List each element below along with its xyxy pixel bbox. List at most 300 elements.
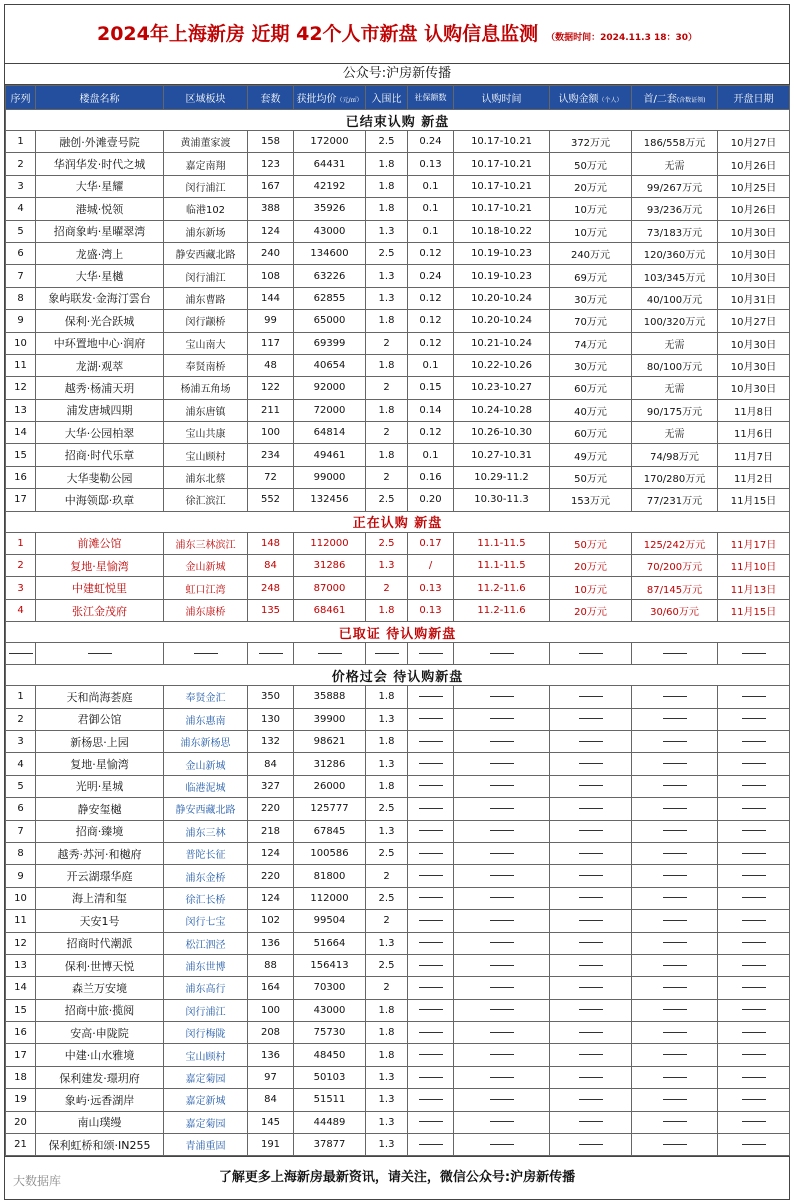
dash-line <box>419 1032 443 1033</box>
empty-cell <box>454 932 550 954</box>
dash-line <box>579 1077 603 1078</box>
table-row <box>6 842 790 864</box>
dash-line <box>419 987 443 988</box>
cell-idx: 20 <box>6 1111 36 1133</box>
cell-amount: 50万元 <box>550 153 632 175</box>
cell-idx: 14 <box>6 422 36 444</box>
dash-line <box>663 741 687 742</box>
cell-idx: 11 <box>6 910 36 932</box>
cell-units: 102 <box>248 910 294 932</box>
cell-open: 10月30日 <box>718 377 790 399</box>
cell-social: 0.20 <box>408 489 454 511</box>
empty-cell <box>550 1066 632 1088</box>
dash-line <box>490 897 514 898</box>
dash-line <box>490 653 514 654</box>
cell-price: 31286 <box>294 753 366 775</box>
dash-line <box>419 1121 443 1122</box>
empty-cell <box>718 643 790 665</box>
table-row <box>6 287 790 309</box>
cell-idx: 17 <box>6 489 36 511</box>
cell-name: 华润华发·时代之城 <box>36 153 164 175</box>
cell-social: 0.12 <box>408 332 454 354</box>
dash-line <box>579 897 603 898</box>
dash-line <box>742 1144 766 1145</box>
empty-cell <box>718 954 790 976</box>
dash-line <box>742 696 766 697</box>
cell-price: 63226 <box>294 265 366 287</box>
cell-units: 100 <box>248 999 294 1021</box>
cell-period: 10.17-10.21 <box>454 131 550 153</box>
cell-price: 100586 <box>294 842 366 864</box>
cell-area: 闵行七宝 <box>164 910 248 932</box>
empty-cell <box>454 910 550 932</box>
cell-name: 港城·悦领 <box>36 198 164 220</box>
col-units: 套数 <box>248 86 294 110</box>
section-header <box>6 511 790 532</box>
cell-ratio: 1.8 <box>366 999 408 1021</box>
dash-line <box>663 897 687 898</box>
dash-line <box>663 785 687 786</box>
cell-period: 10.20-10.24 <box>454 287 550 309</box>
dash-line <box>419 741 443 742</box>
dash-line <box>419 808 443 809</box>
empty-cell <box>454 686 550 708</box>
cell-ratio: 1.8 <box>366 399 408 421</box>
cell-price: 99000 <box>294 466 366 488</box>
dash-line <box>579 741 603 742</box>
empty-cell <box>632 1066 718 1088</box>
empty-cell <box>718 1111 790 1133</box>
section-title: 已结束认购 新盘 <box>6 110 790 131</box>
cell-name: 象屿·远香湖岸 <box>36 1089 164 1111</box>
cell-amount: 30万元 <box>550 354 632 376</box>
dash-line <box>742 830 766 831</box>
dash-line <box>663 808 687 809</box>
empty-cell <box>454 842 550 864</box>
table-header <box>6 86 790 110</box>
dash-line <box>663 875 687 876</box>
dash-line <box>490 1099 514 1100</box>
dash-line <box>419 785 443 786</box>
col-price-label: 获批均价 <box>296 94 337 105</box>
cell-units: 122 <box>248 377 294 399</box>
empty-cell <box>632 730 718 752</box>
empty-cell <box>632 1044 718 1066</box>
cell-units: 158 <box>248 131 294 153</box>
table-row <box>6 242 790 264</box>
empty-cell <box>550 842 632 864</box>
dash-line <box>419 920 443 921</box>
cell-price: 64814 <box>294 422 366 444</box>
dash-line <box>579 987 603 988</box>
dash-line <box>419 875 443 876</box>
cell-amount: 50万元 <box>550 532 632 554</box>
dash-line <box>663 965 687 966</box>
empty-cell <box>164 643 248 665</box>
dash-line <box>579 1054 603 1055</box>
cell-idx: 2 <box>6 555 36 577</box>
cell-price: 49461 <box>294 444 366 466</box>
dash-line <box>663 1032 687 1033</box>
empty-cell <box>550 1134 632 1156</box>
dash-line <box>742 1077 766 1078</box>
empty-cell <box>550 820 632 842</box>
cell-price: 99504 <box>294 910 366 932</box>
cell-ratio: 1.8 <box>366 354 408 376</box>
cell-down: 73/183万元 <box>632 220 718 242</box>
cell-name: 龙盛·湾上 <box>36 242 164 264</box>
empty-cell <box>454 1044 550 1066</box>
col-name: 楼盘名称 <box>36 86 164 110</box>
empty-cell <box>718 910 790 932</box>
cell-ratio: 1.3 <box>366 220 408 242</box>
empty-cell <box>550 753 632 775</box>
page-title <box>5 5 789 64</box>
cell-name: 光明·星城 <box>36 775 164 797</box>
dash-line <box>318 653 342 654</box>
dash-line <box>490 696 514 697</box>
dash-line <box>579 1032 603 1033</box>
cell-social: 0.1 <box>408 198 454 220</box>
cell-idx: 5 <box>6 220 36 242</box>
cell-units: 208 <box>248 1022 294 1044</box>
cell-amount: 372万元 <box>550 131 632 153</box>
empty-cell <box>6 643 36 665</box>
cell-name: 海上清和玺 <box>36 887 164 909</box>
table-row <box>6 332 790 354</box>
dash-line <box>742 718 766 719</box>
col-social-label: 社保额数 <box>414 93 447 102</box>
empty-cell <box>454 977 550 999</box>
cell-area: 浦东曹路 <box>164 287 248 309</box>
cell-ratio: 1.8 <box>366 1044 408 1066</box>
dash-line <box>663 763 687 764</box>
cell-price: 35926 <box>294 198 366 220</box>
cell-social: 0.1 <box>408 444 454 466</box>
cell-social: 0.1 <box>408 220 454 242</box>
cell-name: 象屿联发·金海汀雲台 <box>36 287 164 309</box>
cell-units: 552 <box>248 489 294 511</box>
dash-line <box>663 1054 687 1055</box>
dash-line <box>419 942 443 943</box>
empty-cell <box>454 999 550 1021</box>
cell-social: / <box>408 555 454 577</box>
cell-area: 临港泥城 <box>164 775 248 797</box>
cell-amount: 240万元 <box>550 242 632 264</box>
cell-ratio: 2.5 <box>366 131 408 153</box>
table-row <box>6 1066 790 1088</box>
section-title: 正在认购 新盘 <box>6 511 790 532</box>
cell-units: 167 <box>248 175 294 197</box>
cell-area: 嘉定菊园 <box>164 1066 248 1088</box>
cell-period: 10.17-10.21 <box>454 175 550 197</box>
cell-area: 浦东高行 <box>164 977 248 999</box>
empty-cell <box>718 865 790 887</box>
dash-line <box>490 808 514 809</box>
cell-name: 招商中旅·揽阅 <box>36 999 164 1021</box>
empty-cell <box>408 1022 454 1044</box>
cell-period: 10.26-10.30 <box>454 422 550 444</box>
cell-open: 11月7日 <box>718 444 790 466</box>
cell-period: 10.29-11.2 <box>454 466 550 488</box>
cell-ratio: 2 <box>366 577 408 599</box>
dash-line <box>490 942 514 943</box>
cell-ratio: 2.5 <box>366 954 408 976</box>
cell-social: 0.1 <box>408 175 454 197</box>
dash-line <box>579 920 603 921</box>
cell-area: 嘉定新城 <box>164 1089 248 1111</box>
table-row <box>6 932 790 954</box>
cell-period: 10.24-10.28 <box>454 399 550 421</box>
cell-ratio: 1.3 <box>366 708 408 730</box>
cell-ratio: 2.5 <box>366 798 408 820</box>
cell-price: 112000 <box>294 887 366 909</box>
dash-line <box>742 1009 766 1010</box>
cell-area: 临港102 <box>164 198 248 220</box>
table-row <box>6 265 790 287</box>
cell-name: 新杨思·上园 <box>36 730 164 752</box>
dash-line <box>419 965 443 966</box>
cell-ratio: 1.8 <box>366 686 408 708</box>
empty-cell <box>632 842 718 864</box>
cell-idx: 15 <box>6 999 36 1021</box>
cell-area: 宝山南大 <box>164 332 248 354</box>
cell-amount: 60万元 <box>550 377 632 399</box>
dash-line <box>579 785 603 786</box>
cell-down: 74/98万元 <box>632 444 718 466</box>
empty-cell <box>454 753 550 775</box>
cell-period: 10.20-10.24 <box>454 310 550 332</box>
cell-period: 10.22-10.26 <box>454 354 550 376</box>
table-body <box>6 110 790 1156</box>
cell-down: 90/175万元 <box>632 399 718 421</box>
cell-amount: 40万元 <box>550 399 632 421</box>
cell-open: 11月2日 <box>718 466 790 488</box>
cell-open: 11月17日 <box>718 532 790 554</box>
empty-cell <box>632 820 718 842</box>
table-row <box>6 577 790 599</box>
cell-price: 65000 <box>294 310 366 332</box>
cell-name: 中建虹悦里 <box>36 577 164 599</box>
cell-price: 51511 <box>294 1089 366 1111</box>
cell-area: 黄浦董家渡 <box>164 131 248 153</box>
cell-area: 虹口江湾 <box>164 577 248 599</box>
cell-units: 240 <box>248 242 294 264</box>
col-period: 认购时间 <box>454 86 550 110</box>
cell-name: 招商·时代乐章 <box>36 444 164 466</box>
cell-period: 10.19-10.23 <box>454 242 550 264</box>
cell-ratio: 1.3 <box>366 555 408 577</box>
empty-cell <box>632 1111 718 1133</box>
empty-cell <box>718 932 790 954</box>
cell-ratio: 2 <box>366 865 408 887</box>
cell-units: 191 <box>248 1134 294 1156</box>
empty-cell <box>632 910 718 932</box>
empty-cell <box>718 977 790 999</box>
empty-cell <box>408 1089 454 1111</box>
dash-line <box>419 1054 443 1055</box>
cell-price: 68461 <box>294 599 366 621</box>
dash-line <box>490 1054 514 1055</box>
cell-social: 0.12 <box>408 422 454 444</box>
section-title: 已取证 待认购新盘 <box>6 622 790 643</box>
cell-name: 中环置地中心·润府 <box>36 332 164 354</box>
cell-idx: 15 <box>6 444 36 466</box>
empty-cell <box>408 643 454 665</box>
empty-cell <box>408 753 454 775</box>
cell-units: 211 <box>248 399 294 421</box>
cell-units: 218 <box>248 820 294 842</box>
cell-idx: 5 <box>6 775 36 797</box>
cell-period: 10.21-10.24 <box>454 332 550 354</box>
empty-cell <box>454 775 550 797</box>
dash-line <box>579 718 603 719</box>
empty-cell <box>454 820 550 842</box>
cell-area: 闵行浦江 <box>164 265 248 287</box>
table-row <box>6 198 790 220</box>
cell-name: 大华斐勒公园 <box>36 466 164 488</box>
cell-amount: 10万元 <box>550 198 632 220</box>
cell-units: 136 <box>248 1044 294 1066</box>
dash-line <box>579 763 603 764</box>
section-header <box>6 110 790 131</box>
cell-social: 0.24 <box>408 131 454 153</box>
empty-cell <box>632 954 718 976</box>
cell-amount: 20万元 <box>550 555 632 577</box>
cell-ratio: 1.3 <box>366 753 408 775</box>
col-down-unit: (含数证领) <box>676 97 706 104</box>
cell-name: 招商象屿·星曜翠湾 <box>36 220 164 242</box>
cell-area: 闵行颛桥 <box>164 310 248 332</box>
cell-price: 70300 <box>294 977 366 999</box>
cell-units: 108 <box>248 265 294 287</box>
cell-ratio: 2.5 <box>366 887 408 909</box>
cell-open: 10月30日 <box>718 265 790 287</box>
cell-area: 奉贤南桥 <box>164 354 248 376</box>
cell-ratio: 2 <box>366 910 408 932</box>
dash-line <box>742 853 766 854</box>
cell-price: 31286 <box>294 555 366 577</box>
title-text: 2024年上海新房 近期 42个人市新盘 认购信息监测 <box>96 23 539 45</box>
dash-line <box>742 942 766 943</box>
cell-price: 72000 <box>294 399 366 421</box>
dash-line <box>663 1121 687 1122</box>
section-title: 价格过会 待认购新盘 <box>6 665 790 686</box>
cell-down: 125/242万元 <box>632 532 718 554</box>
cell-ratio: 2.5 <box>366 842 408 864</box>
cell-ratio: 2 <box>366 422 408 444</box>
cell-open: 10月27日 <box>718 310 790 332</box>
cell-period: 11.1-11.5 <box>454 555 550 577</box>
empty-cell <box>366 643 408 665</box>
empty-cell <box>718 820 790 842</box>
cell-idx: 3 <box>6 577 36 599</box>
col-amount <box>550 86 632 110</box>
empty-cell <box>632 686 718 708</box>
cell-units: 100 <box>248 422 294 444</box>
cell-units: 84 <box>248 1089 294 1111</box>
cell-period: 11.2-11.6 <box>454 599 550 621</box>
dash-line <box>579 830 603 831</box>
cell-name: 天安1号 <box>36 910 164 932</box>
cell-ratio: 2.5 <box>366 489 408 511</box>
cell-name: 静安玺樾 <box>36 798 164 820</box>
dash-line <box>579 875 603 876</box>
cell-idx: 7 <box>6 820 36 842</box>
dash-line <box>579 942 603 943</box>
cell-down: 80/100万元 <box>632 354 718 376</box>
cell-ratio: 2.5 <box>366 242 408 264</box>
dash-line <box>419 853 443 854</box>
cell-ratio: 1.8 <box>366 175 408 197</box>
cell-name: 招商时代潮派 <box>36 932 164 954</box>
cell-price: 125777 <box>294 798 366 820</box>
dash-line <box>579 965 603 966</box>
empty-cell <box>408 686 454 708</box>
dash-line <box>742 653 766 654</box>
cell-name: 龙湖·观萃 <box>36 354 164 376</box>
cell-open: 10月26日 <box>718 198 790 220</box>
cell-units: 117 <box>248 332 294 354</box>
cell-units: 97 <box>248 1066 294 1088</box>
cell-area: 浦东三林滨江 <box>164 532 248 554</box>
cell-price: 40654 <box>294 354 366 376</box>
empty-cell <box>408 1066 454 1088</box>
cell-area: 浦东唐镇 <box>164 399 248 421</box>
cell-name: 中建·山水雅境 <box>36 1044 164 1066</box>
cell-area: 徐汇滨江 <box>164 489 248 511</box>
empty-cell <box>632 932 718 954</box>
cell-ratio: 1.3 <box>366 287 408 309</box>
cell-amount: 20万元 <box>550 175 632 197</box>
table-row <box>6 999 790 1021</box>
cell-idx: 2 <box>6 153 36 175</box>
empty-cell <box>408 798 454 820</box>
dash-line <box>419 830 443 831</box>
dash-line <box>663 1144 687 1145</box>
cell-social: 0.17 <box>408 532 454 554</box>
empty-cell <box>408 1134 454 1156</box>
empty-cell <box>718 730 790 752</box>
cell-price: 69399 <box>294 332 366 354</box>
dash-line <box>9 653 33 654</box>
cell-units: 164 <box>248 977 294 999</box>
dash-line <box>259 653 283 654</box>
cell-area: 普陀长征 <box>164 842 248 864</box>
dash-line <box>663 696 687 697</box>
cell-price: 64431 <box>294 153 366 175</box>
empty-cell <box>550 887 632 909</box>
cell-area: 闵行梅陇 <box>164 1022 248 1044</box>
dash-line <box>742 763 766 764</box>
dash-line <box>375 653 399 654</box>
col-down <box>632 86 718 110</box>
empty-cell <box>550 1044 632 1066</box>
cell-period: 11.1-11.5 <box>454 532 550 554</box>
table-row <box>6 1044 790 1066</box>
cell-ratio: 2 <box>366 466 408 488</box>
empty-cell <box>718 798 790 820</box>
empty-cell <box>454 798 550 820</box>
empty-cell <box>408 708 454 730</box>
cell-name: 越秀·苏河·和樾府 <box>36 842 164 864</box>
cell-name: 安高·申陇院 <box>36 1022 164 1044</box>
cell-area: 杨浦五角场 <box>164 377 248 399</box>
cell-open: 10月30日 <box>718 332 790 354</box>
dash-line <box>663 1009 687 1010</box>
cell-idx: 17 <box>6 1044 36 1066</box>
cell-units: 99 <box>248 310 294 332</box>
